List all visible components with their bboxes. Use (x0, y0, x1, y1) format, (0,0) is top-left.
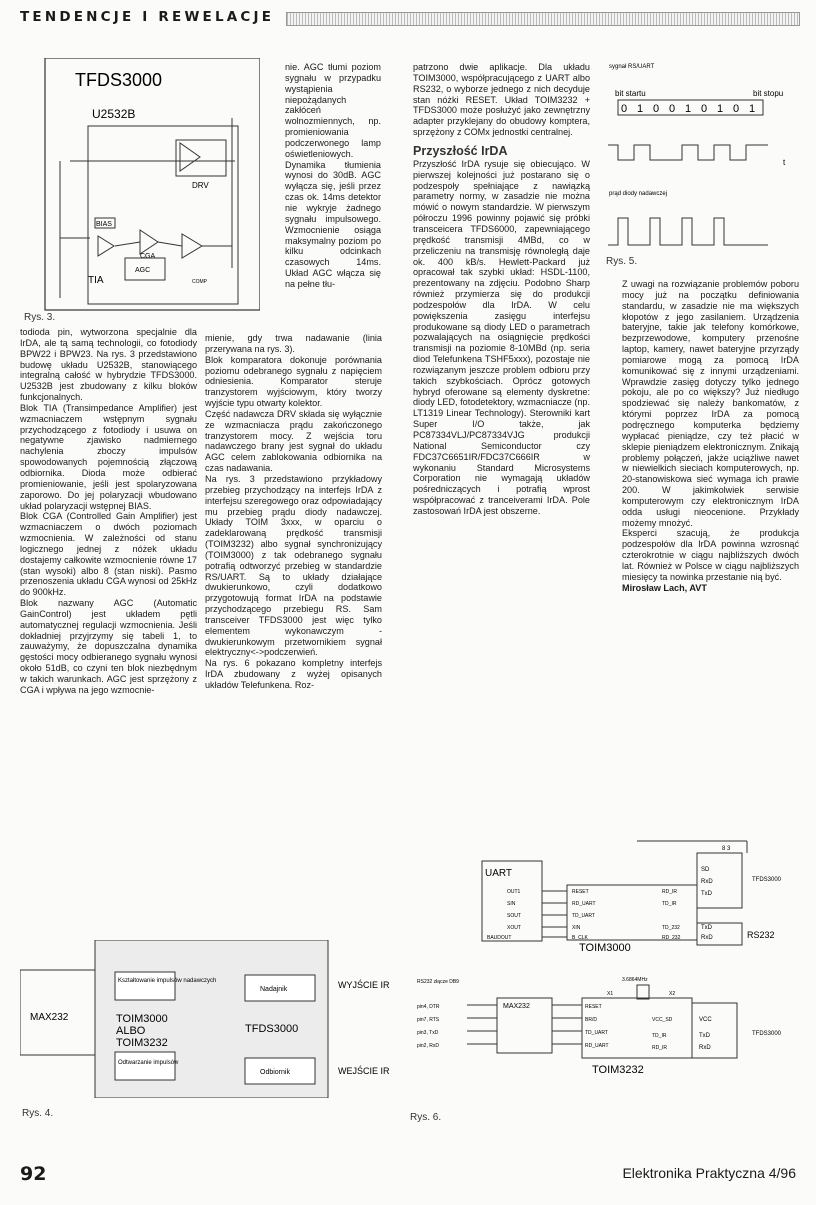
fig6-tfds-pin: RxD (701, 935, 713, 941)
fig5-bit: 0 (621, 103, 628, 115)
col2-para: Blok komparatora dokonuje porównania poziomu odebranego sygnału z napięciem odniesienia. Komparator steruje tranzystorem wyjściowym, który tworzy wyjście typu otwarty kolektor. (205, 354, 382, 409)
fig5-caption: Rys. 5. (606, 256, 638, 267)
fig3-drv: DRV (192, 181, 209, 190)
fig5-bit: 0 (701, 103, 708, 115)
fig6-tfds-pin: TxD (701, 891, 712, 897)
figure-4-diagram (20, 940, 400, 1098)
fig6-caption: Rys. 6. (410, 1112, 442, 1123)
fig6-db9: RS232 złącze DB9 (417, 979, 459, 985)
magazine-title: Elektronika Praktyczna 4/96 (622, 1165, 796, 1181)
fig6-toim-pin-l: B_CLK (572, 935, 588, 941)
fig4-b2: Odtwarzanie impulsów (118, 1060, 179, 1066)
col4-para: Z uwagi na rozwiązanie problemów poboru mocy już na początku definiowania standardu, w zasadzie nie ma większych kłopotów z jego zasilaniem. Urządzenia bateryjne, takie jak telefony komórkowe, bezprzewodowe, komputery przenośne laptop, kamery, nawet bateryjne przyrządy pomiarowe mogą za pomocą IrDA komunikować się z innymi urządzeniami. Wprawdzie zasięg dotyczy tylko jednego pokoju, ale po co większy? Już niedługo spodziewać się należy bankomatów, z którymi poprzez IrDA za pomocą podręcznego komputerka będziemy wypłacać pieniądze, czy też płacić w sklepie pieniądzem elektronicznym. Znikają problemy połączeń, jakże uciążliwe nawet w niewielkich sieciach komputerowych, np. 20-stanowiskowa sieć wymaga ich prawie 200. W jakimkolwiek serwisie komputerowym czy elektronicznym IrDA odda usługi nieocenione. Przykłady możemy mnożyć. (622, 279, 799, 528)
section-heading: Przyszłość IrDA (413, 143, 508, 158)
fig6-toim3232-pin-r: TD_IR (652, 1033, 667, 1039)
column-4 (622, 279, 799, 593)
fig4-caption: Rys. 4. (22, 1108, 54, 1119)
fig6-tfds2-pin: RxD (699, 1045, 711, 1051)
fig4-out: WYJŚCIE IR (338, 980, 390, 990)
fig4-mid: ALBO (116, 1025, 146, 1037)
col2-para: Na rys. 3 przedstawiono przykładowy przebieg przychodzący na interfejs IrDA z interfejsu szeregowego oraz odpowiadający mu przebieg prądu diody nadawczej. Układy TOIM 3xxx, w oparciu o zadeklarowaną prędkość transmisji (TOIM3232) albo sygnał synchronizujący (TOIM3000) z tak odebranego sygnału potrafią odtworzyć przebieg w standardzie RS/UART. Są to układy działające dwukierunkowo, czyli dodatkowo przygotowują format IrDA na podstawie przychodzącego przebiegu RS. Sam transceiver TFDS3000 jest więc tylko elementem wykonawczym - dwukierunkowym przetwornikiem sygnał elektryczny<->podczerwień. (205, 473, 382, 658)
fig6-crystal: 3.6864MHz (622, 977, 648, 983)
fig6-toim-pin-r: TD_IR (662, 901, 677, 907)
fig5-bit: 0 (653, 103, 660, 115)
fig6-tfds-pin: RxD (701, 879, 713, 885)
fig4-mid: TOIM3000 (116, 1013, 168, 1025)
figure-3-diagram (20, 58, 260, 313)
fig5-label1: sygnał RS/UART (609, 64, 655, 70)
fig6-tfds2-pin: TxD (699, 1033, 710, 1039)
page-number: 92 (20, 1163, 47, 1185)
fig6-toim3232-pin-r: VCC_SD (652, 1017, 673, 1023)
fig5-label2: prąd diody nadawczej (609, 191, 668, 197)
column-3 (413, 62, 590, 517)
col3-para: patrzono dwie aplikacje. Dla układu TOIM3000, współpracującego z UART albo RS232, o wyborze jednego z nich decyduje stan nóżki RESET. Układ TOIM3232 + TFDS3000 może posłużyć jako zewnętrzny adapter przyklejany do obudowy komptera, sprzężony z COMx jednostki centralnej. (413, 62, 590, 138)
col2-para: Część nadawcza DRV składa się wyłącznie ze wzmacniacza prądu zakończonego tranzystorem mocy. Z wejścia toru nadawczego brany jest sygnał do układu AGC celem zablokowania odbiornika na czas nadawania. (205, 408, 382, 474)
col1-para: Blok TIA (Transimpedance Amplifier) jest wzmacniaczem wstępnym sygnału przychodzącego z fotodiody i usuwa on negatywne zjawisko nadmiernego nachylenia zboczy impulsów spowodowanych pojemnością złączową odbiornika. Dioda może odbierać promieniowanie, jeśli jest spolaryzowana zaporowo. Do jej polaryzacji wbudowano układ polaryzacji wstępnej BIAS. (20, 402, 197, 511)
fig6-uart-pin: SOUT (507, 913, 521, 919)
fig6-toim-pin-l: RD_UART (572, 901, 596, 907)
fig3-sub-label: U2532B (92, 107, 136, 121)
fig5-stop: bit stopu (753, 89, 784, 98)
header-pattern-bar (286, 12, 800, 26)
fig5-bit: 1 (637, 103, 644, 115)
signature: Mirosław Lach, AVT (622, 582, 707, 593)
fig6-toim-pin-r: RD_IR (662, 889, 678, 895)
fig3-bias: BIAS (96, 221, 112, 228)
fig6-toim3000: TOIM3000 (579, 942, 631, 954)
fig6-toim3232: TOIM3232 (592, 1064, 644, 1076)
fig6-db9-pin: pin4, DTR (417, 1004, 440, 1010)
fig3-chip-label: TFDS3000 (75, 70, 163, 90)
column-1 (20, 327, 197, 696)
fig3-agc: AGC (135, 267, 151, 274)
fig4-nad: Nadajnik (260, 986, 288, 993)
fig5-start: bit startu (615, 89, 646, 98)
fig6-toim-pin-l: TD_UART (572, 913, 595, 919)
col2-para: Na rys. 6 pokazano kompletny interfejs IrDA zbudowany z wyżej opisanych układów Telefunkena. Roz- (205, 658, 382, 690)
fig6-uart: UART (485, 868, 513, 879)
fig3-cga: CGA (140, 253, 156, 260)
fig6-vcc: VCC (699, 1017, 712, 1023)
fig6-toim-pin-r: RD_232 (662, 935, 681, 941)
fig6-toim3232-pin-l: TD_UART (585, 1030, 608, 1036)
col2-para: mienie, gdy trwa nadawanie (linia przerywana na rys. 3). (205, 333, 382, 354)
col1-para: todioda pin, wytworzona specjalnie dla IrDA, ale tą samą technologii, co fotodiody BPW22 i BPW23. Na rys. 3 przedstawiono budowę układu U2532B, stanowiącego integralną całość w hybrydzie TFDS3000. U2532B jest zbudowany z kilku bloków funkcjonalnych. (20, 327, 197, 403)
fig3-comp: COMP (192, 279, 207, 285)
fig6-uart-pin: XOUT (507, 925, 521, 931)
fig6-toim3232-pin-l: RESET (585, 1004, 602, 1010)
section-header: TENDENCJE I REWELACJE (20, 9, 275, 25)
col1-para: Blok CGA (Controlled Gain Amplifier) jest wzmacniaczem o dwóch poziomach wzmocnienia. W zależności od stanu logicznego jednej z nóżek układu dostajemy całkowite wzmocnienie równe 17 (stan wysoki) albo 8 (stan niski). Pasmo przenoszenia układu CGA wynosi od 25kHz do 900kHz. (20, 511, 197, 598)
fig5-bit: 1 (749, 103, 756, 115)
fig3-caption: Rys. 3. (24, 312, 56, 323)
column-2 (205, 333, 382, 691)
col4-para: Eksperci szacują, że produkcja podzespołów dla IrDA powinna wzrosnąć czterokrotnie w ciągu najbliższych dwóch lat. Również w Polsce w ciągu najbliższych miesięcy ta nowinka przestanie nią być. (622, 528, 799, 582)
fig5-bit: 1 (685, 103, 692, 115)
fig6-uart-pin: OUT1 (507, 889, 521, 895)
fig6-db9-pin: pin7, RTS (417, 1017, 440, 1023)
figure-5-diagram (603, 60, 803, 255)
fig6-tfds: TFDS3000 (752, 877, 782, 883)
fig4-odb: Odbiornik (260, 1069, 290, 1076)
fig6-toim-pin-r: TD_232 (662, 925, 680, 931)
fig6-tfds-2: TFDS3000 (752, 1031, 782, 1037)
fig6-x2: X2 (669, 991, 676, 997)
col3-para: Przyszłość IrDA rysuje się obiecująco. W pierwszej kolejności już postarano się o podzespoły spełniające z nawiązką parametry normy, w zasadzie nie można mówić o nowym standardzie. W pierwszym półroczu 1996 powinny pojawić się próbki transceicera TFDS6000, zapewniającego prędkość transmisji 4MBd, co w przeliczeniu na transmisję równoległą daje ok. 400 kB/s. Hewlett-Packard już opracował tak szybki układ: HSDL-1100, prezentowany na zdjęciu. Podobno Sharp również przymierza się do produkcji podzespołów dla IrDA. W celu powiększenia zasięgu interfejsu produkowane są diody LED o parametrach pozwalających na osiągnięcie prędkości transmisji na poziomie 8-10MBd (np. seria diod Telefunkena TSHF5xxx), pozostaje nie rozwiązanym jeszcze problem odbioru przy takich szybkościach. Oprócz gotowych hybryd oferowane są elementy dyskretne: diody LED, fotodetektory, wzmacniacze (np. LT1319 Linear Technology). Sterowniki kart Super I/O także, jak PC87334VLJ/PC87334VJG produkcji National Semiconductor czy FDC37C6651IR/FDC37C666IR w wykonaniu Standard Microsystems Corporation nie wymagają układów pośredniczących i potrafią wprost współpracować z tranceiverami IrDA. Pole zastosowań IrDA jest obszerne. (413, 158, 590, 516)
fig6-db9-pin: pin3, TxD (417, 1030, 439, 1036)
figure-6-diagram (407, 833, 803, 1113)
col2-upper-para: nie. AGC tłumi poziom sygnału w przypadku wystąpienia niepożądanych zakłóceń wolnozmiennych, np. promieniowania podczerwonego lamp oświetleniowych. Dynamika tłumienia wynosi do 30dB. AGC wyłącza się, jeśli przez czas ok. 14ms detektor nie wykryje żadnego sygnału impulsowego. Wzmocnienie osiąga maksymalny poziom po kilku odcinkach czasowych 14ms. Układ AGC włącza się na pełne tłu- (285, 62, 381, 289)
fig6-rs232: RS232 (747, 930, 775, 940)
fig5-bit: 0 (669, 103, 676, 115)
fig6-tfds-pin: SD (701, 867, 710, 873)
fig4-left: MAX232 (30, 1012, 69, 1023)
fig6-uart-pin: SIN (507, 901, 516, 907)
fig6-toim3232-pin-l: RD_UART (585, 1043, 609, 1049)
fig5-bit: 0 (733, 103, 740, 115)
fig4-b1: Kształtowanie impulsów nadawczych (118, 978, 217, 984)
fig6-toim-pin-l: RESET (572, 889, 589, 895)
fig3-tia: TIA (88, 275, 104, 286)
fig6-uart-pin: BAUDOUT (487, 935, 512, 941)
fig6-toim-pin-l: XIN (572, 925, 581, 931)
fig6-nums: 8 3 (722, 846, 731, 852)
fig6-db9-pin: pin2, RxD (417, 1043, 439, 1049)
fig6-toim3232-pin-r: RD_IR (652, 1045, 668, 1051)
fig4-in: WEJŚCIE IR (338, 1066, 390, 1076)
fig5-t: t (783, 158, 786, 167)
fig4-chip: TFDS3000 (245, 1023, 299, 1035)
col1-para: Blok nazwany AGC (Automatic GainControl) jest układem pętli automatycznej regulacji wzmocnienia. Jeśli dokładniej przyjrzymy się tabeli 1, to zauważymy, że dopuszczalna dynamika gęstości mocy odbieranego sygnału wynosi około 51dB, co czyni ten blok niezbędnym w takich warunkach. AGC jest sprzężony z CGA i wpływa na jego wzmocnie- (20, 598, 197, 695)
fig6-toim3232-pin-l: BR/D (585, 1017, 597, 1023)
fig6-tfds-pin: TxD (701, 925, 712, 931)
fig5-bit: 1 (717, 103, 724, 115)
column-2-upper (285, 62, 381, 290)
fig6-x1: X1 (607, 991, 614, 997)
fig6-max232: MAX232 (503, 1003, 530, 1010)
fig4-mid: TOIM3232 (116, 1037, 168, 1049)
